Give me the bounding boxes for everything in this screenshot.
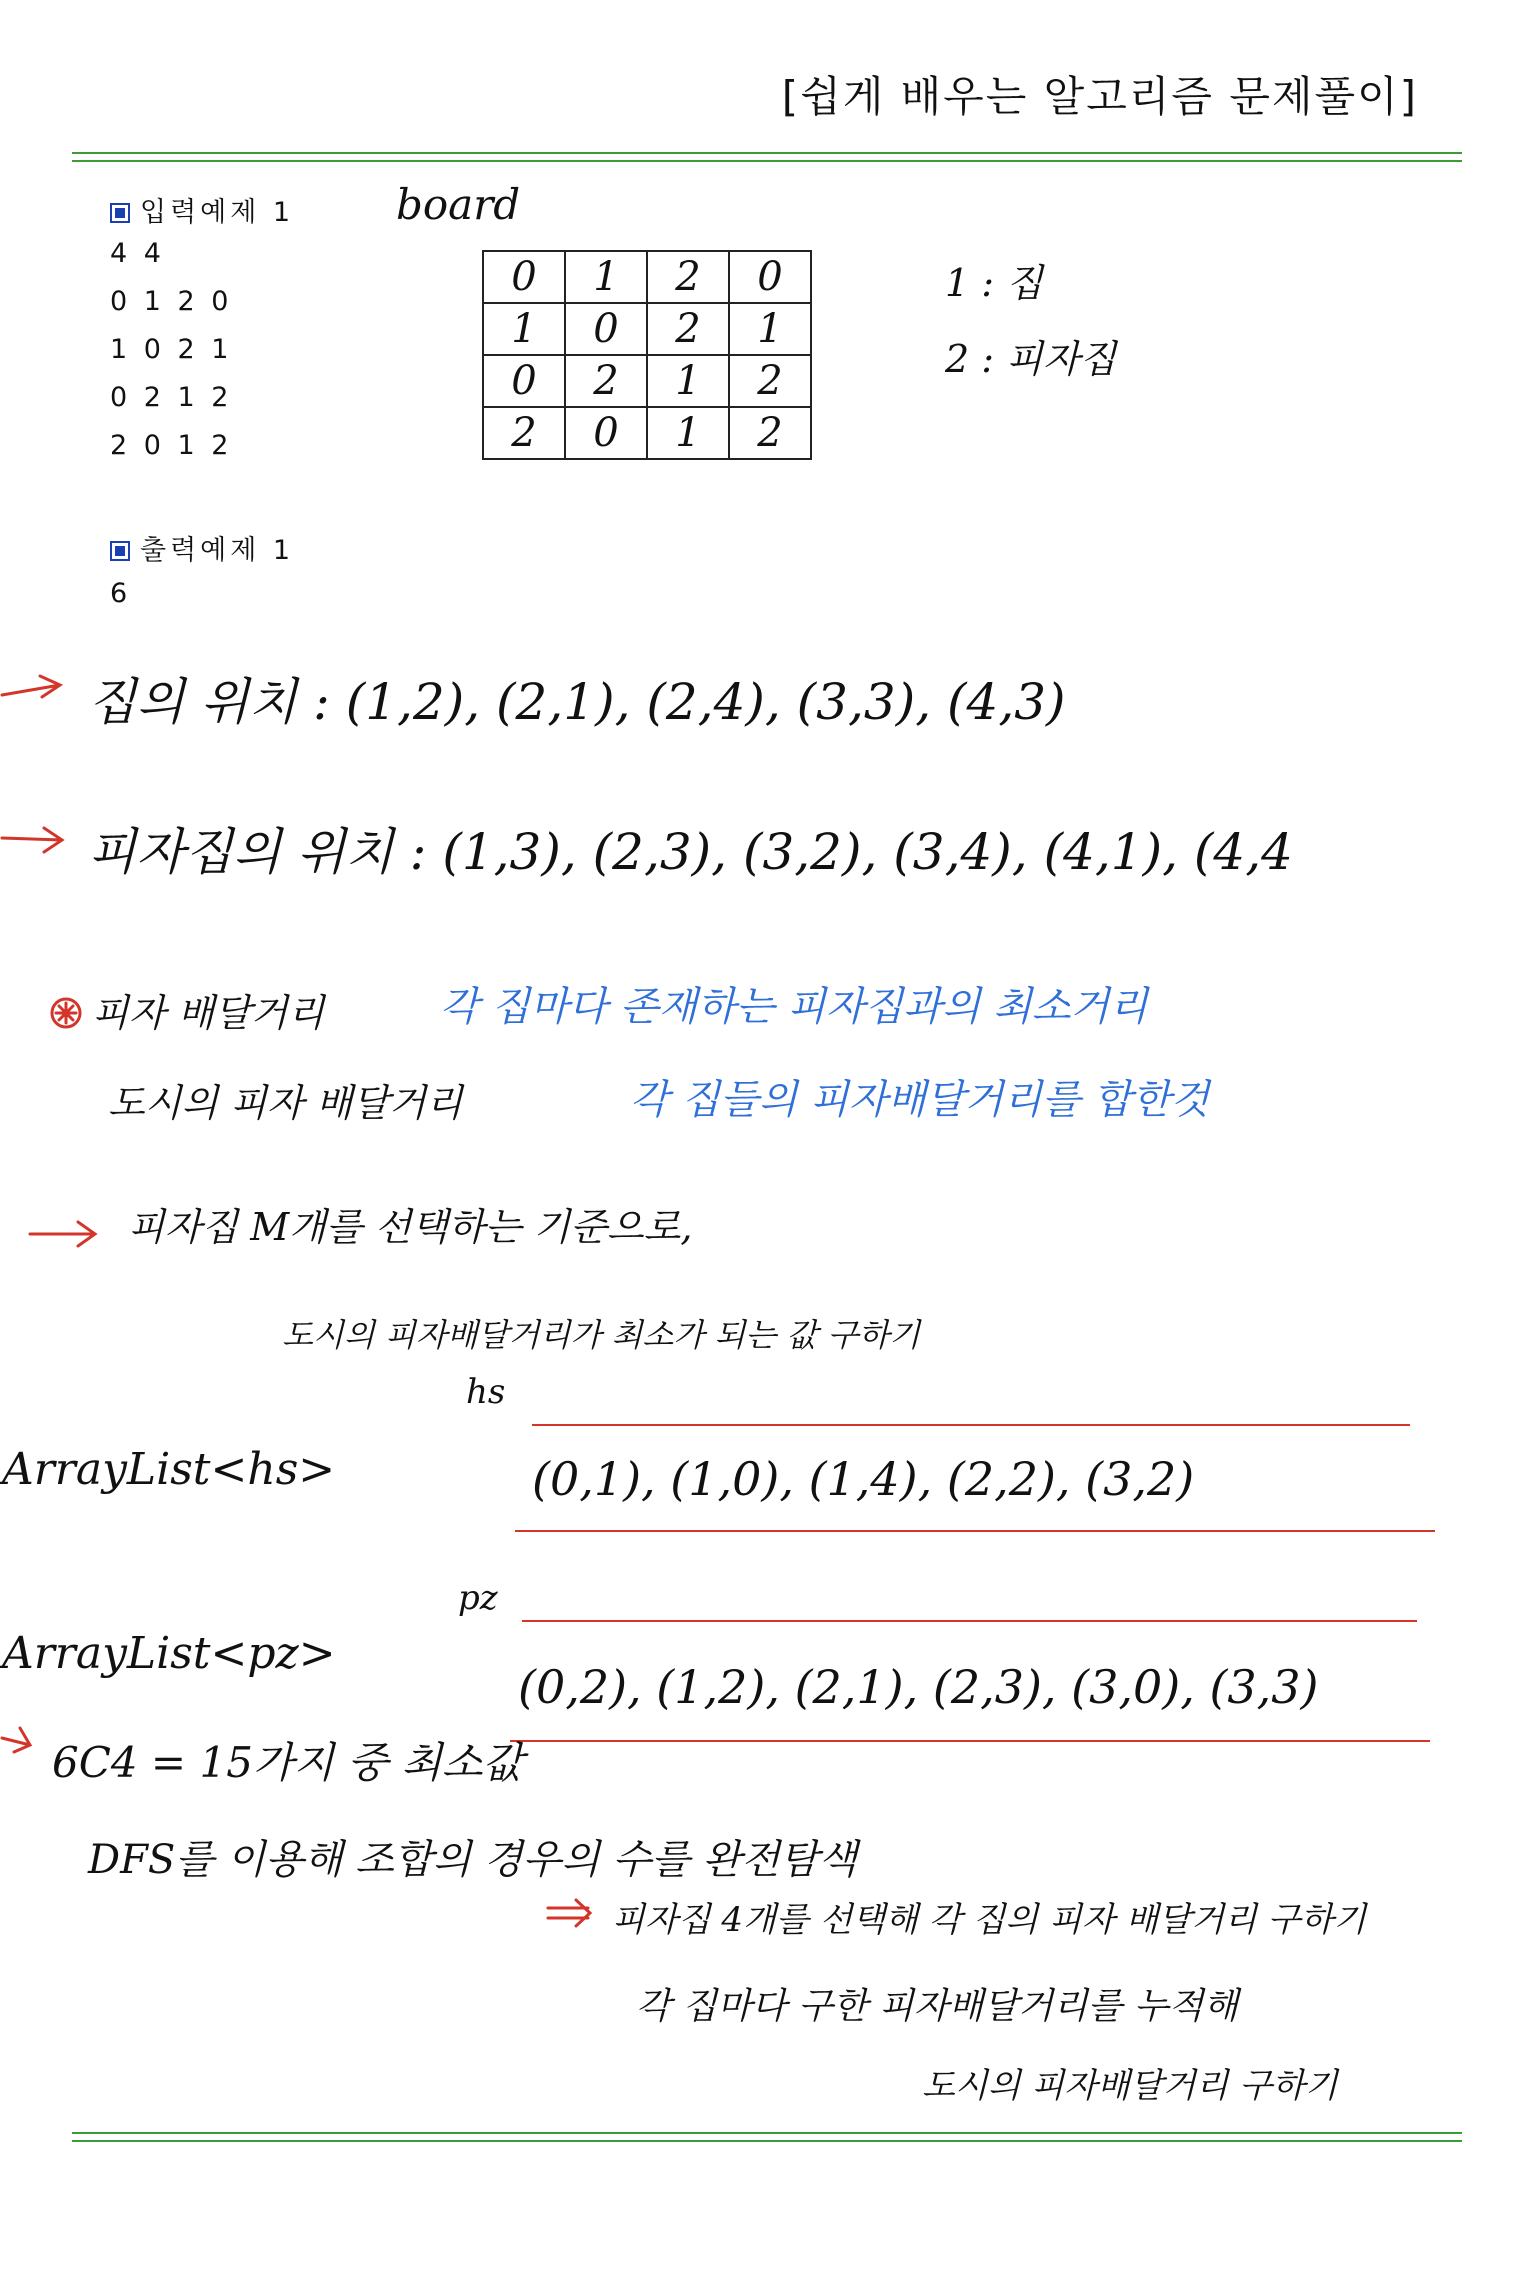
def1-desc: 각 집마다 존재하는 피자집과의 최소거리 xyxy=(440,984,1148,1030)
house-positions: 집의 위치 : (1,2), (2,1), (2,4), (3,3), (4,3) xyxy=(88,673,1066,731)
board-cell: 0 xyxy=(483,251,565,303)
board-cell: 1 xyxy=(565,251,647,303)
step-1: 피자집 4개를 선택해 각 집의 피자 배달거리 구하기 xyxy=(612,1900,1367,1940)
pz-bottom-underline xyxy=(510,1740,1430,1742)
input-line: 2 0 1 2 xyxy=(110,430,233,461)
board-cell: 2 xyxy=(483,407,565,459)
dfs-note: DFS를 이용해 조합의 경우의 수를 완전탐색 xyxy=(88,1837,858,1883)
hs-list-label: ArrayList<hs> xyxy=(2,1444,336,1495)
star-icon xyxy=(56,1003,76,1023)
board-cell: 1 xyxy=(647,407,729,459)
board-cell: 2 xyxy=(647,303,729,355)
input-line: 0 2 1 2 xyxy=(110,382,233,413)
input-line: 4 4 xyxy=(110,238,165,269)
board-cell: 2 xyxy=(565,355,647,407)
def1-term: 피자 배달거리 xyxy=(92,991,325,1035)
legend-pizza: 2 : 피자집 xyxy=(945,337,1117,381)
input-line: 0 1 2 0 xyxy=(110,286,233,317)
pz-label: pz xyxy=(458,1578,498,1618)
board-cell: 0 xyxy=(565,303,647,355)
arrow-icon xyxy=(548,1900,590,1926)
pizza-positions: 피자집의 위치 : (1,3), (2,3), (3,2), (3,4), (4,1), (4,4 xyxy=(88,823,1293,881)
hs-bottom-underline xyxy=(515,1530,1435,1532)
board-cell: 1 xyxy=(729,303,811,355)
arrow-icon xyxy=(2,1728,30,1752)
step-3: 도시의 피자배달거리 구하기 xyxy=(922,2066,1338,2106)
board-cell: 1 xyxy=(483,303,565,355)
legend-house: 1 : 집 xyxy=(945,261,1043,305)
board-cell: 2 xyxy=(647,251,729,303)
pz-top-underline xyxy=(522,1620,1417,1622)
arrow-icon xyxy=(30,1222,95,1246)
board-label: board xyxy=(396,180,521,229)
page-header-title: [쉽게 배우는 알고리즘 문제풀이] xyxy=(781,72,1418,121)
input-example-label: 입력예제 1 xyxy=(140,197,295,228)
def2-term: 도시의 피자 배달거리 xyxy=(108,1081,463,1125)
board-cell: 0 xyxy=(565,407,647,459)
output-example-label: 출력예제 1 xyxy=(140,535,295,566)
board-cell: 0 xyxy=(483,355,565,407)
goal-line-1: 피자집 M개를 선택하는 기준으로, xyxy=(128,1205,693,1249)
step-2: 각 집마다 구한 피자배달거리를 누적해 xyxy=(636,1986,1239,2027)
board-cell: 1 xyxy=(647,355,729,407)
hs-top-underline xyxy=(532,1424,1410,1426)
board-cell: 2 xyxy=(729,355,811,407)
bottom-rule xyxy=(72,2132,1462,2142)
goal-line-2: 도시의 피자배달거리가 최소가 되는 값 구하기 xyxy=(282,1316,921,1354)
hs-values: (0,1), (1,0), (1,4), (2,2), (3,2) xyxy=(532,1452,1195,1506)
hs-label: hs xyxy=(466,1372,506,1412)
pz-values: (0,2), (1,2), (2,1), (2,3), (3,0), (3,3) xyxy=(518,1660,1319,1714)
output-value: 6 xyxy=(110,578,132,609)
board-cell: 0 xyxy=(729,251,811,303)
arrow-icon xyxy=(2,676,60,697)
input-line: 1 0 2 1 xyxy=(110,334,233,365)
combination-note: 6C4 = 15가지 중 최소값 xyxy=(52,1738,524,1787)
board-cell: 2 xyxy=(729,407,811,459)
def2-desc: 각 집들의 피자배달거리를 합한것 xyxy=(630,1077,1210,1123)
pz-list-label: ArrayList<pz> xyxy=(2,1628,336,1679)
arrow-icon xyxy=(2,828,62,852)
